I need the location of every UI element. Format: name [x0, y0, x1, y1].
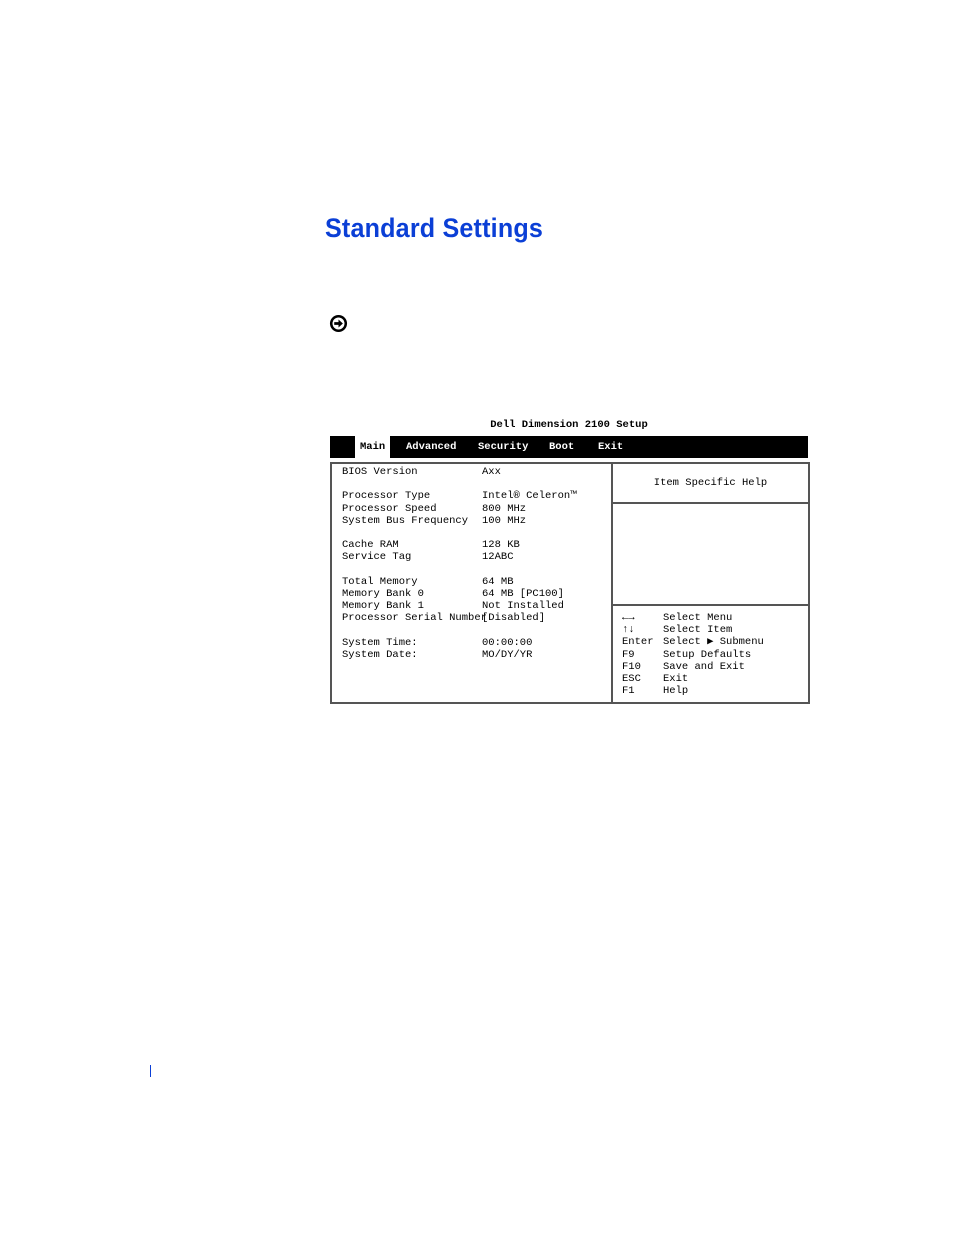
- page-margin-rule: [150, 1065, 151, 1077]
- field-label: Total Memory: [342, 575, 418, 588]
- key-name: F9: [622, 648, 635, 661]
- notice-arrow-circle-icon: [329, 314, 348, 333]
- menu-tab-boot[interactable]: Boot: [549, 441, 575, 453]
- left-right-arrows-icon: ←→: [622, 612, 635, 624]
- key-name: F1: [622, 685, 635, 698]
- field-label: BIOS Version: [342, 466, 418, 478]
- key-name: Enter: [622, 636, 654, 649]
- page-title: Standard Settings: [325, 213, 544, 243]
- field-value: 100 MHz: [482, 514, 527, 527]
- field-label: Processor Type: [342, 490, 431, 503]
- key-name: F10: [622, 660, 641, 673]
- field-value: 64 MB [PC100]: [482, 588, 564, 600]
- field-value[interactable]: [Disabled]: [482, 612, 546, 625]
- menu-tab-advanced[interactable]: Advanced: [406, 441, 457, 453]
- field-value: Axx: [482, 466, 501, 478]
- field-label: Memory Bank 1: [342, 600, 424, 613]
- key-desc: Select Menu: [663, 612, 733, 624]
- up-down-arrows-icon: ↑↓: [622, 624, 635, 637]
- key-desc: Save and Exit: [663, 660, 745, 673]
- key-name: ESC: [622, 673, 641, 685]
- panel-divider-help: [613, 502, 808, 504]
- panel-divider-vertical: [611, 464, 613, 702]
- menu-tab-exit[interactable]: Exit: [598, 441, 624, 453]
- key-desc: Help: [663, 685, 689, 698]
- field-label: Memory Bank 0: [342, 588, 424, 600]
- field-value[interactable]: 00:00:00: [482, 636, 533, 649]
- item-specific-help-title: Item Specific Help: [653, 477, 768, 489]
- field-label: Service Tag: [342, 551, 412, 564]
- menu-tab-security[interactable]: Security: [478, 441, 529, 453]
- field-value: Not Installed: [482, 600, 564, 613]
- bios-title: Dell Dimension 2100 Setup: [490, 419, 648, 431]
- key-desc: Select Item: [663, 624, 733, 637]
- field-label: System Time:: [342, 636, 418, 649]
- bios-main-panel: [330, 462, 810, 704]
- field-value: 800 MHz: [482, 502, 527, 515]
- bios-menubar: [330, 436, 808, 458]
- field-value: Intel® Celeron™: [482, 490, 577, 503]
- field-label: System Bus Frequency: [342, 514, 469, 527]
- field-label: Cache RAM: [342, 539, 399, 552]
- field-label: Processor Speed: [342, 502, 437, 515]
- field-label: System Date:: [342, 649, 418, 661]
- field-value[interactable]: MO/DY/YR: [482, 649, 533, 661]
- menu-tab-main[interactable]: Main: [355, 436, 390, 458]
- key-desc: Exit: [663, 673, 689, 685]
- field-value: 64 MB: [482, 575, 514, 588]
- field-value: 128 KB: [482, 539, 520, 552]
- panel-divider-keys: [613, 604, 808, 606]
- field-value: 12ABC: [482, 551, 514, 564]
- key-desc: Setup Defaults: [663, 648, 752, 661]
- key-desc: Select ▶ Submenu: [663, 636, 764, 649]
- field-label: Processor Serial Number: [342, 612, 487, 625]
